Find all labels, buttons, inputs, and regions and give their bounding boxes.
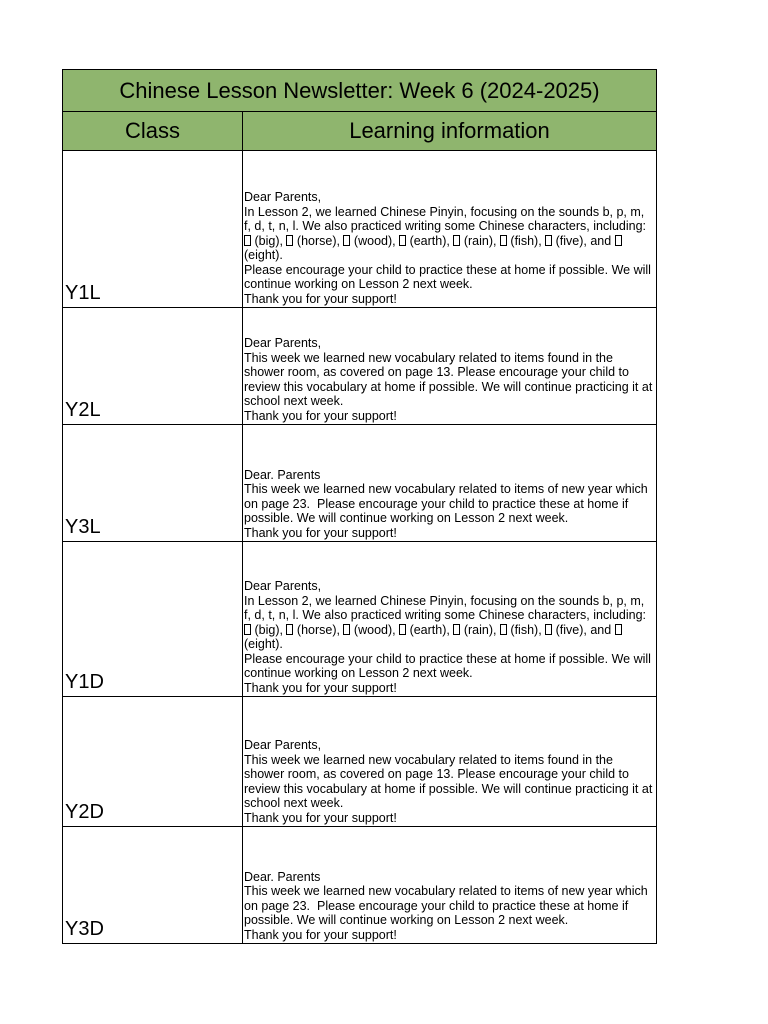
table-row	[63, 827, 657, 944]
class-label: Y1D	[63, 542, 243, 697]
header-row	[63, 112, 657, 151]
info-line: This week we learned new vocabulary related to items of new year which on page 23. Please encourage your child to practice these at home if possible. We will continue working on Lesson 2 next week.	[244, 884, 652, 927]
learning-info	[243, 151, 657, 308]
table-row	[63, 425, 657, 542]
learning-info	[243, 827, 657, 944]
info-line: In Lesson 2, we learned Chinese Pinyin, focusing on the sounds b, p, m, f, d, t, n, l. We also practiced writing some Chinese characters, including: (big), (horse), (wood), (earth), (rain), (fish), (five), and (eight).	[244, 204, 650, 262]
class-column-header: Class	[63, 112, 243, 151]
info-line: Thank you for your support!	[244, 810, 397, 825]
info-line: Please encourage your child to practice these at home if possible. We will continue working on Lesson 2 next week.	[244, 651, 655, 680]
table-row	[63, 308, 657, 425]
info-line: Thank you for your support!	[244, 291, 397, 306]
class-label: Y2L	[63, 308, 243, 425]
missing-glyph-icon	[343, 624, 350, 635]
title-row	[63, 70, 657, 112]
missing-glyph-icon	[343, 235, 350, 246]
info-line: Dear Parents,	[244, 336, 322, 350]
newsletter-table	[62, 69, 657, 944]
missing-glyph-icon	[615, 235, 622, 246]
learning-info	[243, 425, 657, 542]
missing-glyph-icon	[399, 624, 406, 635]
info-line: Dear. Parents	[244, 467, 321, 482]
learning-info	[243, 308, 657, 425]
info-line: In Lesson 2, we learned Chinese Pinyin, focusing on the sounds b, p, m, f, d, t, n, l. We also practiced writing some Chinese characters, including: (big), (horse), (wood), (earth), (rain), (fish), (five), and (eight).	[244, 593, 650, 651]
missing-glyph-icon	[244, 235, 251, 246]
missing-glyph-icon	[286, 235, 293, 246]
missing-glyph-icon	[453, 235, 460, 246]
info-line: Dear Parents,	[244, 738, 322, 752]
info-line: This week we learned new vocabulary related to items found in the shower room, as covered on page 13. Please encourage your child to review this vocabulary at home if possible. We will continue practicing it at school next week.	[244, 350, 656, 408]
missing-glyph-icon	[545, 235, 552, 246]
learning-info	[243, 697, 657, 827]
newsletter-title: Chinese Lesson Newsletter: Week 6 (2024-2025)	[63, 70, 657, 112]
info-line: Thank you for your support!	[244, 927, 397, 942]
class-label: Y2D	[63, 697, 243, 827]
info-line: This week we learned new vocabulary related to items of new year which on page 23. Please encourage your child to practice these at home if possible. We will continue working on Lesson 2 next week.	[244, 482, 652, 525]
info-line: Dear. Parents	[244, 869, 321, 884]
table-row	[63, 151, 657, 308]
info-line: Thank you for your support!	[244, 680, 397, 695]
info-line: Please encourage your child to practice these at home if possible. We will continue working on Lesson 2 next week.	[244, 262, 655, 291]
class-label: Y3D	[63, 827, 243, 944]
missing-glyph-icon	[399, 235, 406, 246]
missing-glyph-icon	[244, 624, 251, 635]
info-line: This week we learned new vocabulary related to items found in the shower room, as covered on page 13. Please encourage your child to review this vocabulary at home if possible. We will continue practicing it at school next week.	[244, 752, 656, 810]
info-line: Thank you for your support!	[244, 408, 397, 423]
info-line: Dear Parents,	[244, 190, 322, 204]
table-row	[63, 542, 657, 697]
table-row	[63, 697, 657, 827]
missing-glyph-icon	[615, 624, 622, 635]
missing-glyph-icon	[500, 624, 507, 635]
missing-glyph-icon	[545, 624, 552, 635]
missing-glyph-icon	[500, 235, 507, 246]
info-column-header: Learning information	[243, 112, 657, 151]
class-label: Y1L	[63, 151, 243, 308]
missing-glyph-icon	[453, 624, 460, 635]
info-line: Thank you for your support!	[244, 525, 397, 540]
learning-info	[243, 542, 657, 697]
info-line: Dear Parents,	[244, 579, 322, 593]
class-label: Y3L	[63, 425, 243, 542]
missing-glyph-icon	[286, 624, 293, 635]
